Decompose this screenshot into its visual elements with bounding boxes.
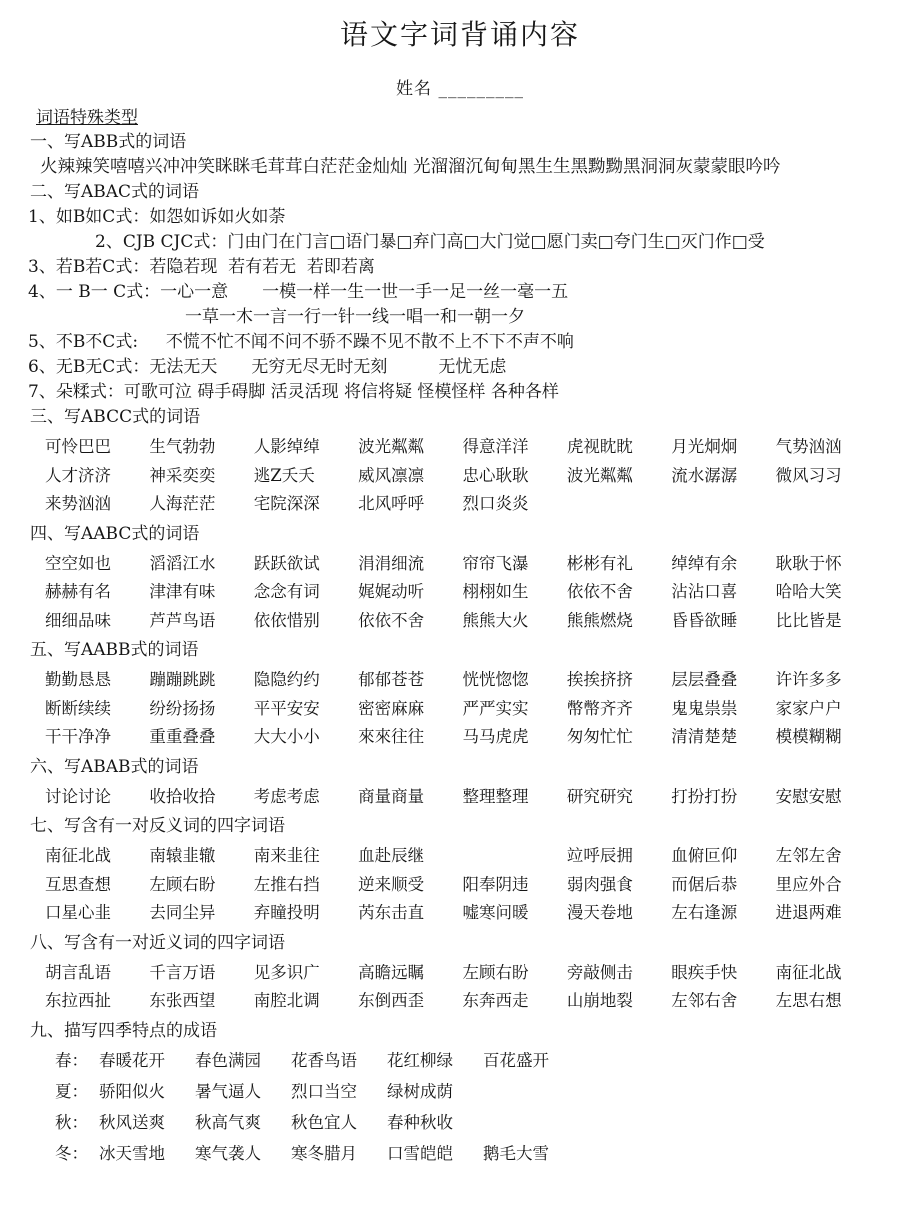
word-cell: 生气勃勃 <box>149 437 216 456</box>
word-cell: 南辕韭辙 <box>149 846 216 865</box>
word-cell: 而倨后恭 <box>671 874 738 894</box>
list-item-abac: 2、CJB CJC式：门由门在门言□语门暴□弃门高□大门觉□愿门卖□夸门生□灭门作□受 <box>95 232 765 252</box>
word-cell: 熊熊大火 <box>462 610 529 630</box>
word-cell: 熊熊燃烧 <box>566 610 633 630</box>
word-cell: 娓娓动听 <box>358 582 425 601</box>
word-cell: 隐隐约约 <box>253 670 320 689</box>
word-cell: 可怜巴巴 <box>45 437 111 456</box>
word-cell: 平平安安 <box>253 698 320 718</box>
word-cell: 干干净净 <box>45 727 111 746</box>
word-cell: 滔滔江水 <box>149 553 216 573</box>
word-cell: 东张西望 <box>149 991 216 1010</box>
word-cell: 细细品味 <box>45 610 111 630</box>
word-cell: 左顾右盼 <box>149 874 216 894</box>
word-cell <box>463 842 567 871</box>
season-label: 冬： <box>55 1143 88 1163</box>
word-cell: 弱肉强食 <box>566 874 633 894</box>
word-cell: 帘帘飞瀑 <box>462 553 529 573</box>
word-grid-synonyms <box>45 959 880 1016</box>
word-cell: 东拉西扯 <box>45 991 111 1010</box>
list-item-abac: 4、一 B一 C式：一心一意 一模一样一生一世一手一足一丝一毫一五 <box>28 282 569 302</box>
word-cell: 依依不舍 <box>358 610 425 630</box>
word-cell: 寒气袭人 <box>195 1143 261 1163</box>
word-cell: 涓涓细流 <box>358 553 425 573</box>
document-body <box>0 130 920 1168</box>
word-cell: 月光炯炯 <box>671 437 738 456</box>
word-cell: 嘘寒问暖 <box>462 903 529 922</box>
word-grid-abcc <box>45 433 880 519</box>
word-cell: 密密麻麻 <box>358 698 425 718</box>
word-cell: 忠心耿耿 <box>462 465 529 485</box>
word-cell: 波光粼粼 <box>358 437 425 456</box>
word-cell: 整理整理 <box>462 786 529 806</box>
word-cell: 左推右挡 <box>253 874 320 894</box>
word-cell: 讨论讨论 <box>45 786 111 806</box>
word-cell: 血俯叵仰 <box>671 846 738 865</box>
word-cell: 空空如也 <box>45 553 111 573</box>
word-cell: 跃跃欲试 <box>253 553 320 573</box>
word-cell: 东奔西走 <box>462 991 529 1010</box>
section-heading-abab: 六、写ABAB式的词语 <box>30 756 199 777</box>
list-item-abac: 一草一木一言一行一针一线一唱一和一朝一夕 <box>185 307 525 327</box>
word-cell: 人影绰绰 <box>253 437 320 456</box>
word-cell: 春色满园 <box>195 1050 261 1070</box>
word-cell: 严严实实 <box>462 698 529 718</box>
word-cell: 左邻左舍 <box>775 846 842 865</box>
word-cell: 秋风送爽 <box>99 1112 165 1132</box>
word-cell: 津津有味 <box>149 582 216 601</box>
word-cell: 竝呼辰拥 <box>566 846 633 865</box>
word-cell: 昏昏欲睡 <box>671 610 738 630</box>
word-cell: 里应外合 <box>775 874 842 894</box>
word-cell: 比比皆是 <box>775 610 842 630</box>
season-row <box>55 1046 920 1075</box>
section-heading-synonyms: 八、写含有一对近义词的四字词语 <box>30 932 285 953</box>
word-cell: 芮东击直 <box>358 903 425 922</box>
word-cell: 来势汹汹 <box>45 494 111 513</box>
word-cell: 南征北战 <box>775 962 842 982</box>
word-cell: 花香鸟语 <box>291 1050 357 1070</box>
word-cell: 许许多多 <box>775 670 842 689</box>
word-cell: 逃Z夭夭 <box>253 465 315 485</box>
word-cell: 收拾收拾 <box>149 786 216 806</box>
word-cell: 哈哈大笑 <box>775 582 842 601</box>
word-cell: 來來往往 <box>358 727 425 746</box>
season-label: 夏： <box>55 1081 88 1101</box>
word-cell: 鬼鬼祟祟 <box>671 698 738 718</box>
word-cell: 沾沾口喜 <box>671 582 738 601</box>
word-cell: 勤勤恳恳 <box>45 670 111 689</box>
word-cell: 绰绰有余 <box>671 553 738 573</box>
paragraph-abb: 火辣辣笑嘻嘻兴冲冲笑眯眯毛茸茸白茫茫金灿灿 光溜溜沉甸甸黑生生黑黝黝黑洞洞灰蒙蒙眼吟吟 <box>40 157 781 177</box>
word-cell: 商量商量 <box>358 786 425 806</box>
word-cell: 挨挨挤挤 <box>566 670 633 689</box>
word-cell: 寒冬腊月 <box>291 1143 357 1163</box>
word-cell: 恍恍惚惚 <box>462 670 529 689</box>
season-label: 春： <box>55 1050 88 1070</box>
word-cell: 绿树成荫 <box>387 1081 453 1101</box>
word-cell: 宅院深深 <box>253 494 320 513</box>
section-heading-antonyms: 七、写含有一对反义词的四字词语 <box>30 816 285 836</box>
word-cell: 匆匆忙忙 <box>566 727 633 746</box>
page-title: 语文字词背诵内容 <box>339 18 580 51</box>
word-cell: 春种秋收 <box>387 1112 453 1132</box>
word-cell: 打扮打扮 <box>671 786 738 806</box>
word-cell: 重重叠叠 <box>149 727 216 746</box>
word-cell: 左邻右舍 <box>671 991 738 1010</box>
list-item-abac: 3、若B若C式：若隐若现 若有若无 若即若离 <box>28 257 375 277</box>
word-grid-aabc <box>45 550 880 636</box>
word-grid-abab <box>45 783 880 812</box>
word-cell: 烈口炎炎 <box>462 494 529 513</box>
word-cell: 山崩地裂 <box>566 991 633 1010</box>
word-cell: 彬彬有礼 <box>566 553 633 573</box>
name-blank-line: 姓名 _________ <box>396 79 524 99</box>
main-heading: 词语特殊类型 <box>36 108 138 128</box>
section-heading-abcc: 三、写ABCC式的词语 <box>30 407 201 427</box>
word-cell: 层层叠叠 <box>671 670 738 689</box>
word-cell: 千言万语 <box>149 962 216 982</box>
word-grid-antonyms <box>45 842 880 928</box>
word-cell: 眼疾手快 <box>671 962 738 982</box>
word-cell: 口星心韭 <box>45 903 111 922</box>
word-cell: 春暖花开 <box>99 1050 165 1070</box>
word-cell: 威风凛凛 <box>358 465 425 485</box>
word-cell: 烈口当空 <box>291 1081 357 1101</box>
word-cell: 考虑考虑 <box>253 786 320 806</box>
word-cell: 郁郁苍苍 <box>358 670 425 689</box>
word-cell: 纷纷扬扬 <box>149 698 216 718</box>
word-cell: 骄阳似火 <box>99 1081 165 1101</box>
season-label: 秋： <box>55 1112 88 1132</box>
word-cell: 大大小小 <box>253 727 320 746</box>
word-cell: 高瞻远瞩 <box>358 962 425 982</box>
section-heading-aabc: 四、写AABC式的词语 <box>30 523 200 544</box>
word-cell: 赫赫有名 <box>45 582 111 601</box>
word-cell: 神采奕奕 <box>149 465 216 485</box>
list-item-abac: 6、无B无C式：无法无天 无穷无尽无时无刻 无忧无虑 <box>28 357 507 377</box>
word-cell: 人海茫茫 <box>149 494 216 513</box>
word-cell: 血赴辰继 <box>358 846 425 865</box>
word-cell: 弃瞳投明 <box>253 903 320 922</box>
word-cell: 念念有词 <box>253 582 320 601</box>
word-cell: 家家户户 <box>775 698 842 718</box>
word-cell: 微风习习 <box>775 465 842 485</box>
word-cell: 花红柳绿 <box>387 1050 453 1070</box>
word-cell: 左右逢源 <box>671 903 738 922</box>
word-cell: 人才济济 <box>45 465 111 485</box>
word-cell: 旁敲侧击 <box>566 962 633 982</box>
word-cell: 安慰安慰 <box>775 786 842 806</box>
word-cell: 东倒西歪 <box>358 991 425 1010</box>
word-cell: 依依不舍 <box>566 582 633 601</box>
word-cell: 见多识广 <box>253 962 320 982</box>
word-cell: 漫天卷地 <box>566 903 633 922</box>
section-heading-abb: 一、写ABB式的词语 <box>30 132 187 152</box>
word-cell: 冰天雪地 <box>99 1143 165 1163</box>
word-cell: 耿耿于怀 <box>775 553 842 573</box>
word-cell: 得意洋洋 <box>462 437 529 456</box>
word-cell: 去同尘异 <box>149 903 216 922</box>
word-cell: 蹦蹦跳跳 <box>149 670 216 689</box>
word-cell: 鹅毛大雪 <box>483 1143 549 1163</box>
list-item-abac: 1、如B如C式：如怨如诉如火如荼 <box>28 207 286 227</box>
word-cell: 口雪皑皑 <box>387 1143 453 1163</box>
word-cell: 暑气逼人 <box>195 1081 261 1101</box>
word-cell: 北风呼呼 <box>358 494 425 513</box>
word-cell: 幣幣齐齐 <box>566 698 633 718</box>
word-cell: 流水潺潺 <box>671 465 738 485</box>
list-item-abac: 7、朵糅式：可歌可泣 碍手碍脚 活灵活现 将信将疑 怪模怪样 各种各样 <box>28 382 559 402</box>
word-cell: 断断续续 <box>45 698 111 718</box>
word-cell: 秋色宜人 <box>291 1112 357 1132</box>
word-cell: 虎视眈眈 <box>566 437 633 456</box>
word-cell: 波光粼粼 <box>566 465 633 485</box>
word-cell: 清清楚楚 <box>671 727 738 746</box>
word-cell: 左思右想 <box>775 991 842 1010</box>
word-cell: 栩栩如生 <box>462 582 529 601</box>
word-cell: 研究研究 <box>566 786 633 806</box>
list-item-abac: 5、不B不C式: 不慌不忙不闻不问不骄不躁不见不散不上不下不声不响 <box>28 332 574 352</box>
word-cell: 南腔北调 <box>253 991 320 1010</box>
word-cell: 逆来顺受 <box>358 874 425 894</box>
word-cell: 模模糊糊 <box>775 727 842 746</box>
section-heading-seasons: 九、描写四季特点的成语 <box>30 1020 217 1041</box>
section-heading-aabb: 五、写AABB式的词语 <box>30 640 199 660</box>
word-cell: 秋高气爽 <box>195 1112 261 1132</box>
word-cell: 芦芦鸟语 <box>149 610 216 630</box>
word-cell: 依依惜别 <box>253 610 320 630</box>
section-heading-abac: 二、写ABAC式的词语 <box>30 182 200 202</box>
word-grid-aabb <box>45 666 880 752</box>
season-row <box>55 1077 920 1106</box>
word-cell: 互思查想 <box>45 874 111 894</box>
season-row <box>55 1108 920 1137</box>
word-cell: 马马虎虎 <box>462 727 529 746</box>
season-row <box>55 1139 920 1168</box>
word-cell: 南征北战 <box>45 846 111 865</box>
word-cell: 进退两难 <box>775 903 842 922</box>
word-cell: 左顾右盼 <box>462 962 529 982</box>
word-cell: 胡言乱语 <box>45 962 111 982</box>
word-cell: 气势汹汹 <box>775 437 842 456</box>
word-cell: 百花盛开 <box>483 1050 549 1070</box>
word-cell: 阳奉阴违 <box>462 874 529 894</box>
word-cell: 南来韭往 <box>253 846 320 865</box>
